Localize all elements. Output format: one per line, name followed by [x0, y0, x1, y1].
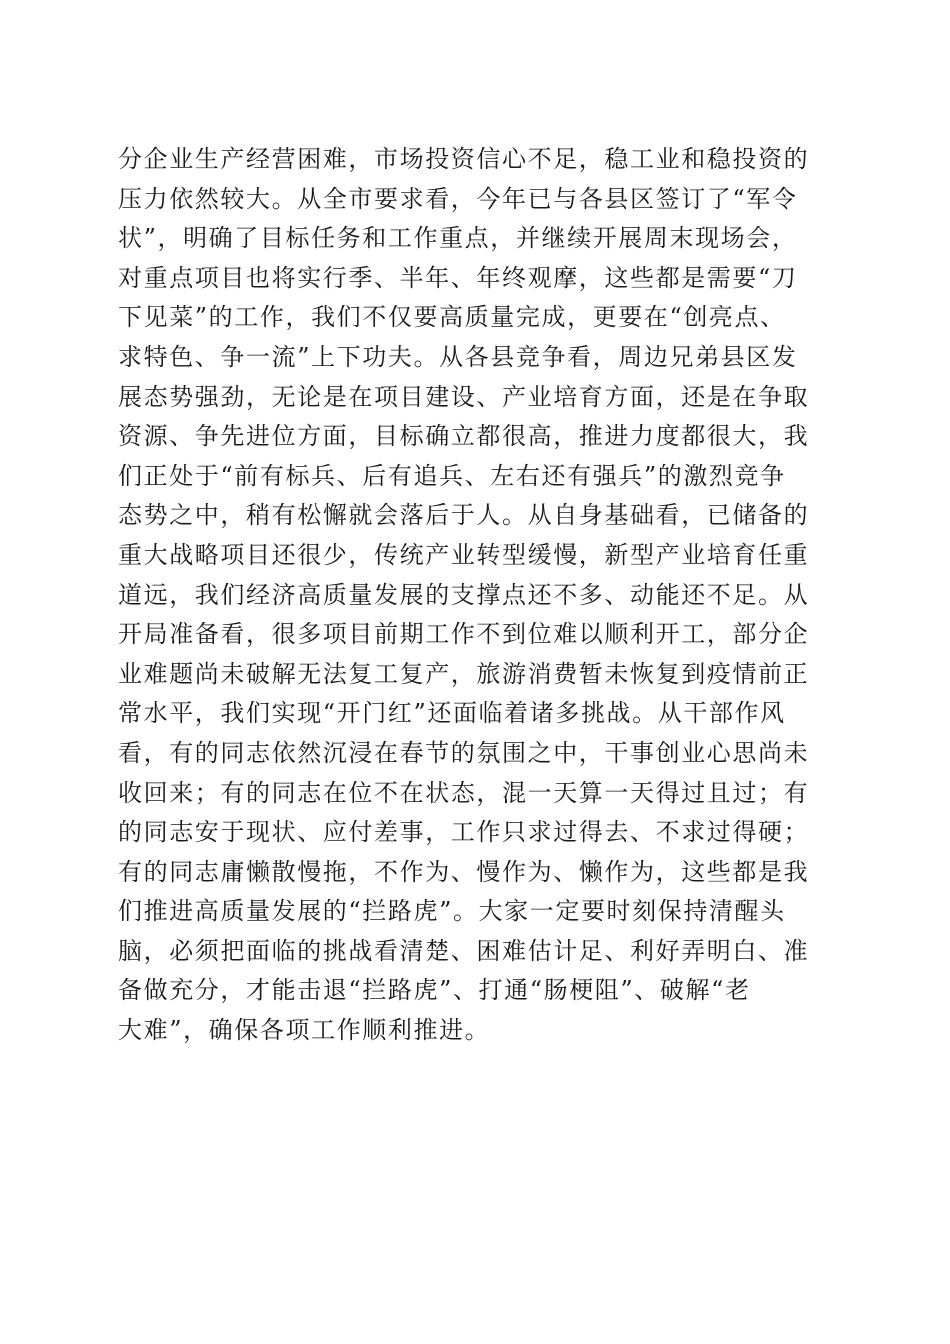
- paragraph-line: 重大战略项目还很少，传统产业转型缓慢，新型产业培育任重: [118, 540, 810, 569]
- paragraph-line: 展态势强劲，无论是在项目建设、产业培育方面，还是在争取: [118, 382, 810, 411]
- paragraph-line: 压力依然较大。从全市要求看，今年已与各县区签订了“军令: [118, 184, 798, 213]
- paragraph-line: 们正处于“前有标兵、后有追兵、左右还有强兵”的激烈竞争: [118, 461, 786, 490]
- paragraph-line: 业难题尚未破解无法复工复产，旅游消费暂未恢复到疫情前正: [118, 659, 810, 688]
- paragraph-line: 收回来；有的同志在位不在状态，混一天算一天得过且过；有: [118, 778, 810, 807]
- paragraph-line: 分企业生产经营困难，市场投资信心不足，稳工业和稳投资的: [118, 145, 810, 173]
- paragraph-line: 下见菜”的工作，我们不仅要高质量完成，更要在“创亮点、: [118, 303, 786, 332]
- paragraph-line: 备做充分，才能击退“拦路虎”、打通“肠梗阻”、破解“老: [118, 976, 751, 1005]
- paragraph-line: 有的同志庸懒散慢拖，不作为、慢作为、懒作为，这些都是我: [118, 857, 810, 886]
- paragraph-line: 对重点项目也将实行季、半年、年终观摩，这些都是需要“刀: [118, 263, 798, 292]
- body-paragraph: [118, 140, 838, 1051]
- paragraph-line: 道远，我们经济高质量发展的支撑点还不多、动能还不足。从: [118, 580, 810, 609]
- paragraph-line: 大难”，确保各项工作顺利推进。: [118, 1016, 491, 1045]
- paragraph-line: 状”，明确了目标任务和工作重点，并继续开展周末现场会，: [118, 224, 798, 253]
- paragraph-line: 常水平，我们实现“开门红”还面临着诸多挑战。从干部作风: [118, 699, 786, 728]
- paragraph-line: 们推进高质量发展的“拦路虎”。大家一定要时刻保持清醒头: [118, 897, 786, 926]
- paragraph-line: 看，有的同志依然沉浸在春节的氛围之中，干事创业心思尚未: [118, 738, 810, 767]
- paragraph-line: 资源、争先进位方面，目标确立都很高，推进力度都很大，我: [118, 422, 810, 451]
- paragraph-line: 脑，必须把面临的挑战看清楚、困难估计足、利好弄明白、准: [118, 936, 810, 965]
- paragraph-line: 开局准备看，很多项目前期工作不到位难以顺利开工，部分企: [118, 620, 810, 649]
- paragraph-line: 的同志安于现状、应付差事，工作只求过得去、不求过得硬；: [118, 818, 810, 847]
- paragraph-line: 态势之中，稍有松懈就会落后于人。从自身基础看，已储备的: [118, 501, 810, 530]
- paragraph-line: 求特色、争一流”上下功夫。从各县竞争看，周边兄弟县区发: [118, 342, 798, 371]
